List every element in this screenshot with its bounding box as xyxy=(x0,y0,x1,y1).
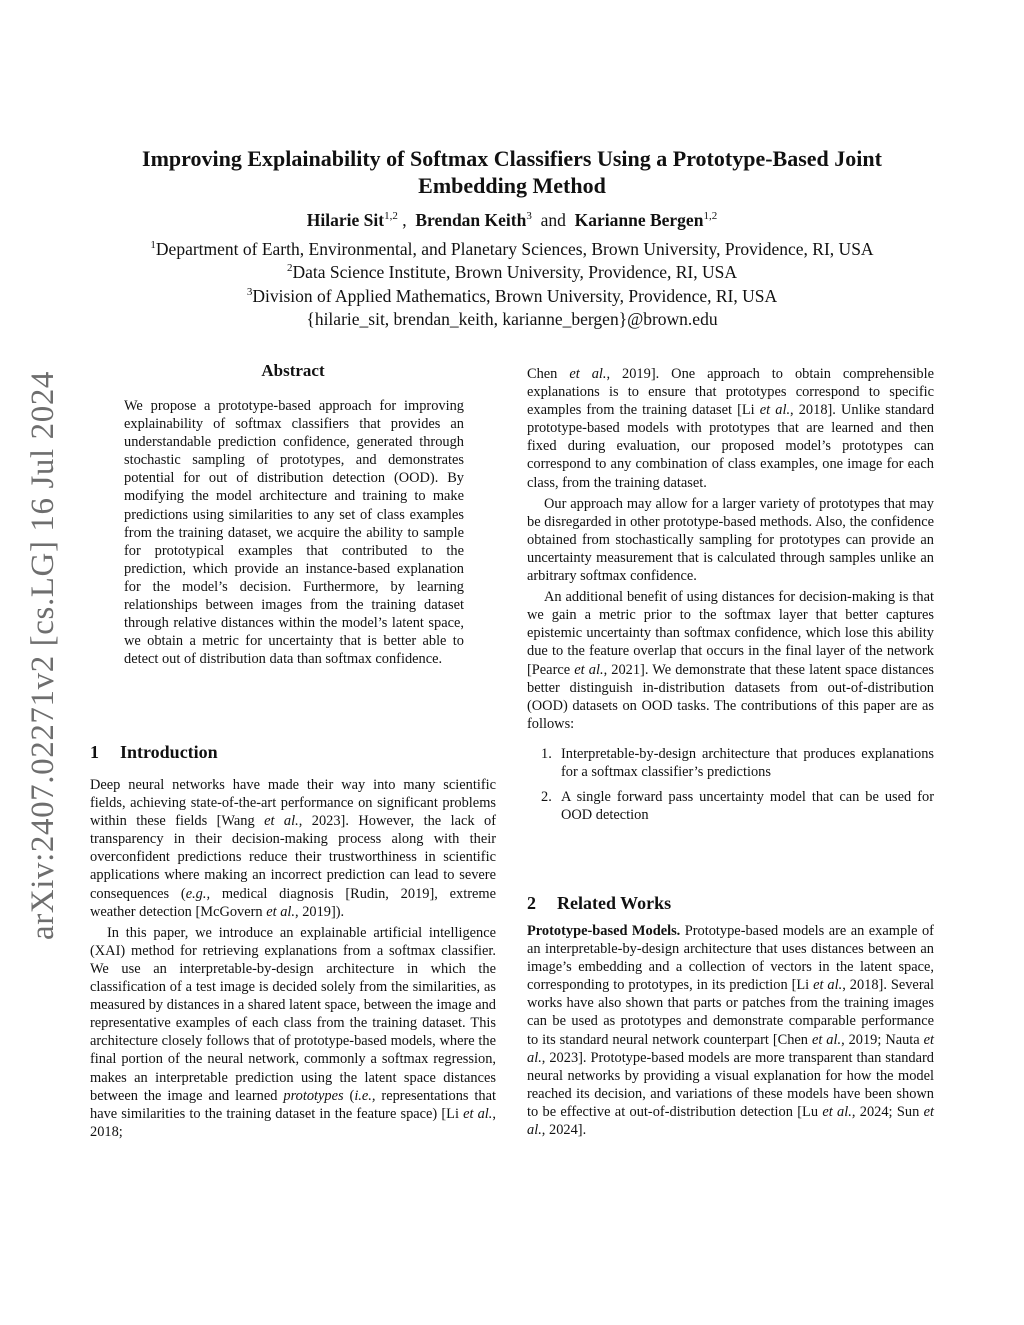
list-item xyxy=(527,788,934,824)
section-number: 2 xyxy=(527,893,536,913)
author-name: Hilarie Sit xyxy=(306,210,385,230)
affiliation-text: Department of Earth, Environmental, and Planetary Sciences, Brown University, Providence, RI, USA xyxy=(155,239,874,259)
author-affil-marker: 1,2 xyxy=(384,210,398,222)
affiliation-text: Data Science Institute, Brown University, Providence, RI, USA xyxy=(292,262,738,283)
paper-title xyxy=(90,145,934,199)
intro-paragraph-3: Chen et al., 2019]. One approach to obtain comprehensible explanations is to ensure that prototypes correspond to specific examples from the training dataset [Li et al., 2018]. Unlike standard prototype-based models with prototypes that are learned and then fixed during evaluation, our proposed model’s prototypes can correspond to any combination of class examples, one image for each class, from the training dataset. xyxy=(527,366,935,491)
section-title: Introduction xyxy=(120,742,218,762)
affiliation-marker: 1 xyxy=(150,239,156,251)
section-number: 1 xyxy=(90,742,99,762)
author-separator: and xyxy=(540,210,566,230)
arxiv-identifier-stamp xyxy=(18,365,70,945)
list-item-text: Interpretable-by-design architecture that produces explanations for a softmax classifier’s predictions xyxy=(561,745,934,780)
list-item-number: 1. xyxy=(541,745,552,762)
affiliation-line xyxy=(60,285,964,308)
abstract-text: We propose a prototype-based approach for improving explainability of softmax classifiers that provides an understandable prediction confidence, generated through stochastic sampling of prototypes, and demonstrates potential for out of distribution detection (OOD). By modifying the model architecture and training to make predictions using similarities to any set of class examples from the training dataset, we acquire the ability to sample for prototypical examples that contributed to the prediction, which provide an instance-based explanation for the model’s decision. Furthermore, by learning relationships between images from the training dataset through relative distances within the model’s latent space, we obtain a metric for uncertainty that is better able to detect out of distribution data than softmax confidence. xyxy=(124,398,464,668)
author-name: Brendan Keith xyxy=(415,210,527,230)
right-column-body xyxy=(527,365,934,831)
author-affil-marker: 3 xyxy=(526,210,532,222)
affiliation-line xyxy=(60,238,964,261)
title-line-1: Improving Explainability of Softmax Classifiers Using a Prototype-Based Joint xyxy=(142,146,882,171)
intro-paragraph-2: In this paper, we introduce an explainable artificial intelligence (XAI) method for retrieving explanations from a softmax classifier. We use an interpretable-by-design architecture in which the classification of a test image is decided solely from the similarities, as measured by distances in a shared latent space, between the image and representative examples of each class from the training dataset. This architecture closely follows that of prototype-based models, where the final portion of the neural network, commonly a softmax regression, makes an interpretable prediction using the latent space distances between the image and learned prototypes (i.e., representations that have similarities to the training dataset in the feature space) [Li et al., 2018; xyxy=(90,924,497,1140)
intro-paragraph-4: Our approach may allow for a larger variety of prototypes that may be disregarded in other prototype-based methods. Also, the confidence obtained from stochastically sampling for prototypes can provide an uncertainty measurement that is calculated through samples unlike an arbitrary softmax confidence. xyxy=(527,495,934,585)
section-2-heading xyxy=(527,893,671,914)
intro-paragraph-1: Deep neural networks have made their way into many scientific fields, achieving state-of-the-art performance on significant problems within these fields [Wang et al., 2023]. However, the lack of transparency in their decision-making process along with their overconfident predictions reduce their trustworthiness in scientific applications where making an incorrect prediction can lead to severe consequences (e.g., medical diagnosis [Rudin, 2019], extreme weather detection [McGovern et al., 2019]). xyxy=(90,777,496,920)
email-line: {hilarie_sit, brendan_keith, karianne_bergen}@brown.edu xyxy=(306,309,718,330)
title-line-2: Embedding Method xyxy=(418,173,606,198)
intro-paragraph-5: An additional benefit of using distances for decision-making is that we gain a metric prior to the softmax layer that better captures epistemic uncertainty than softmax confidence, which lose this ability due to the feature overlap that occurs in the final layer of the network [Pearce et al., 2021]. We demonstrate that these latent space distances better distinguish in-distribution datasets from out-of-distribution (OOD) datasets on OOD tasks. The contributions of this paper are as follows: xyxy=(527,589,934,732)
section-1-heading xyxy=(90,742,218,763)
section-title: Related Works xyxy=(557,893,672,913)
affiliation-marker: 3 xyxy=(246,285,253,298)
affiliation-line xyxy=(60,261,964,284)
list-item-text: A single forward pass uncertainty model that can be used for OOD detection xyxy=(561,789,934,824)
affiliation-text: Division of Applied Mathematics, Brown University, Providence, RI, USA xyxy=(252,285,778,306)
related-works-paragraph: Prototype-based Models. Prototype-based models are an example of an interpretable-by-design architecture that uses distances between an image’s embedding and a collection of vectors in the latent space, corresponding to prototypes, in its prediction [Li et al., 2018]. Several works have also shown that parts or patches from the training images can be used as prototypes and demonstrate comparable performance to its standard neural network counterpart [Chen et al., 2019; Nauta et al., 2023]. Prototype-based models are more transparent than standard neural networks by providing a visual explanation for how the model reached its decision, and variations of these models have been shown to be effective at out-of-distribution detection [Lu et al., 2024; Sun et al., 2024]. xyxy=(527,923,935,1139)
arxiv-stamp-text: arXiv:2407.02271v2 [cs.LG] 16 Jul 2024 xyxy=(25,370,62,940)
author-name: Karianne Bergen xyxy=(574,210,704,230)
list-item xyxy=(527,745,934,781)
left-column-body xyxy=(90,776,496,1141)
author-list xyxy=(90,210,934,231)
affiliations xyxy=(60,238,964,332)
author-separator: , xyxy=(402,210,407,230)
affiliation-marker: 2 xyxy=(286,262,293,275)
paragraph-run-in-heading: Prototype-based Models. xyxy=(527,923,681,939)
abstract-heading: Abstract xyxy=(261,361,325,380)
author-affil-marker: 1,2 xyxy=(703,210,718,222)
list-item-number: 2. xyxy=(541,789,552,806)
related-works-body xyxy=(527,922,934,1139)
contributions-list xyxy=(527,745,934,824)
